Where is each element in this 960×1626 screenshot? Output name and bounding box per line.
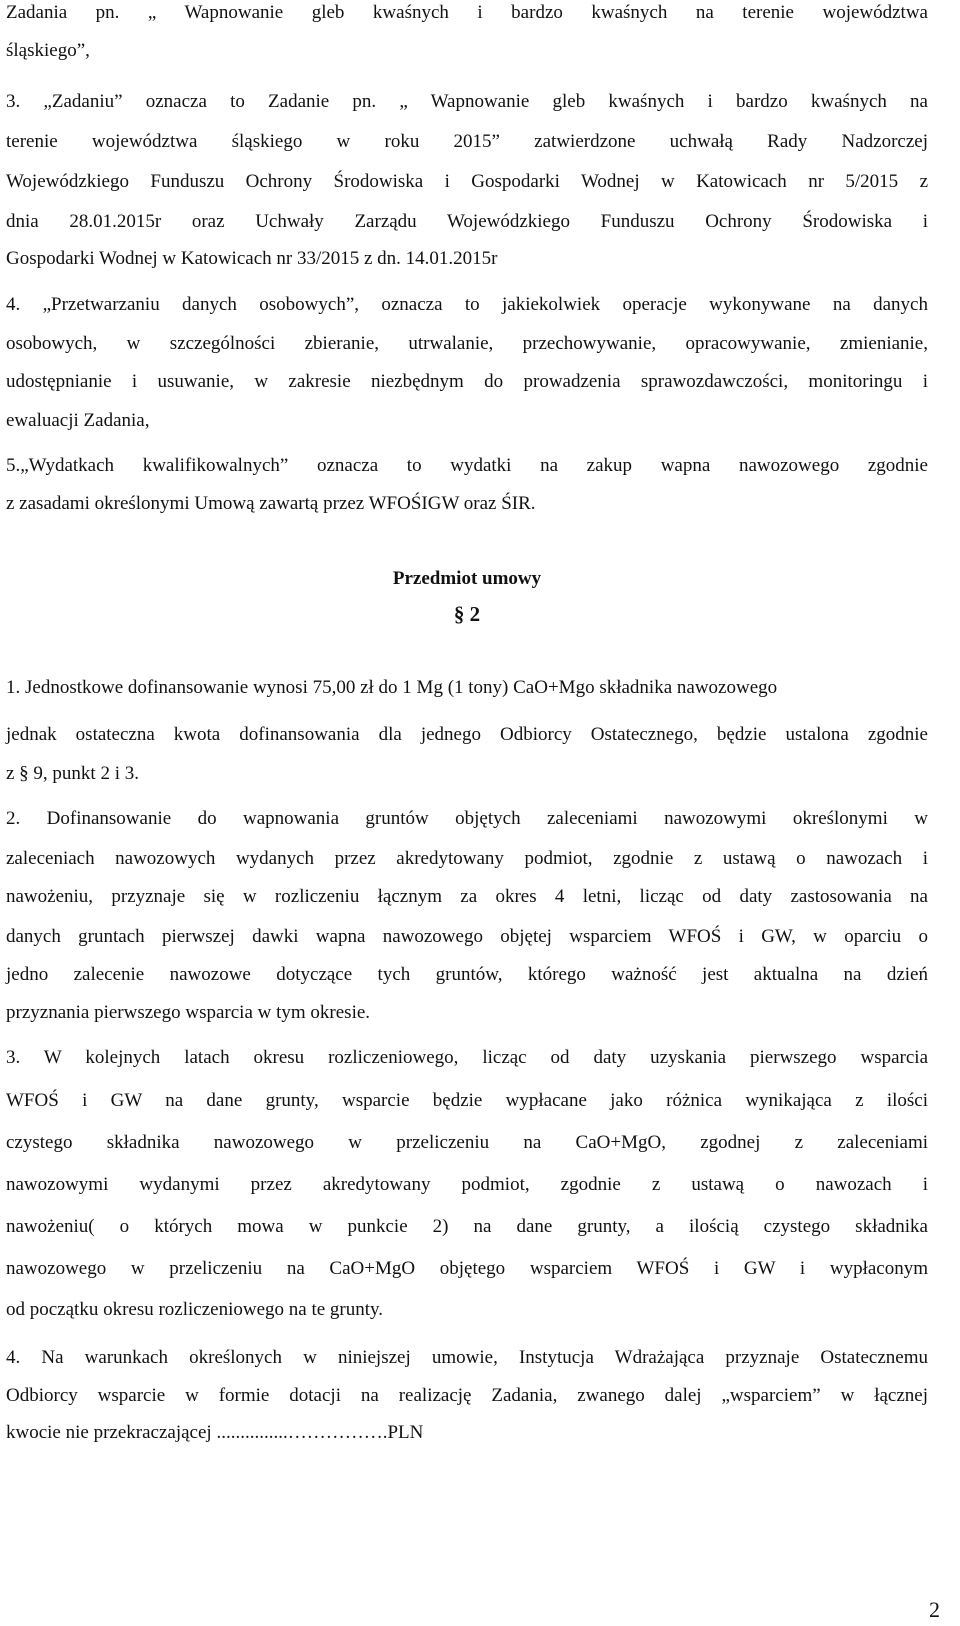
text-line: udostępnianie i usuwanie, w zakresie niezbędnym do prowadzenia sprawozdawczości, monitoringu i bbox=[6, 371, 928, 392]
text-line: WFOŚ i GW na dane grunty, wsparcie będzie wypłacane jako różnica wynikająca z ilości bbox=[6, 1090, 928, 1111]
text-line: danych gruntach pierwszej dawki wapna nawozowego objętej wsparciem WFOŚ i GW, w oparciu o bbox=[6, 926, 928, 947]
text-line: śląskiego”, bbox=[6, 40, 90, 61]
text-line: nawożeniu, przyznaje się w rozliczeniu łącznym za okres 4 letni, licząc od daty zastosowania na bbox=[6, 886, 928, 907]
text-line: 4. Na warunkach określonych w niniejszej umowie, Instytucja Wdrażająca przyznaje Ostatecznemu bbox=[6, 1347, 928, 1368]
text-line: nawozowymi wydanymi przez akredytowany podmiot, zgodnie z ustawą o nawozach i bbox=[6, 1174, 928, 1195]
text-line: nawozowego w przeliczeniu na CaO+MgO objętego wsparciem WFOŚ i GW i wypłaconym bbox=[6, 1258, 928, 1279]
text-line: 3. „Zadaniu” oznacza to Zadanie pn. „ Wapnowanie gleb kwaśnych i bardzo kwaśnych na bbox=[6, 91, 928, 112]
page-number: 2 bbox=[929, 1597, 940, 1622]
text-line: Zadania pn. „ Wapnowanie gleb kwaśnych i bardzo kwaśnych na terenie województwa bbox=[6, 2, 928, 23]
text-line: czystego składnika nawozowego w przeliczeniu na CaO+MgO, zgodnej z zaleceniami bbox=[6, 1132, 928, 1153]
text-line: 3. W kolejnych latach okresu rozliczeniowego, licząc od daty uzyskania pierwszego wsparcia bbox=[6, 1047, 928, 1068]
text-line: Wojewódzkiego Funduszu Ochrony Środowiska i Gospodarki Wodnej w Katowicach nr 5/2015 z bbox=[6, 171, 928, 192]
text-line: terenie województwa śląskiego w roku 2015” zatwierdzone uchwałą Rady Nadzorczej bbox=[6, 131, 928, 152]
text-line: od początku okresu rozliczeniowego na te grunty. bbox=[6, 1299, 384, 1320]
section-heading: Przedmiot umowy bbox=[392, 568, 542, 589]
text-line: kwocie nie przekraczającej ...............…………….PLN bbox=[6, 1422, 424, 1443]
text-line: nawożeniu( o których mowa w punkcie 2) na dane grunty, a ilością czystego składnika bbox=[6, 1216, 928, 1237]
text-line: jedno zalecenie nawozowe dotyczące tych gruntów, którego ważność jest aktualna na dzień bbox=[6, 964, 928, 985]
text-line: Odbiorcy wsparcie w formie dotacji na realizację Zadania, zwanego dalej „wsparciem” w łącznej bbox=[6, 1385, 928, 1406]
text-line: 5.„Wydatkach kwalifikowalnych” oznacza to wydatki na zakup wapna nawozowego zgodnie bbox=[6, 455, 928, 476]
text-line: 2. Dofinansowanie do wapnowania gruntów objętych zaleceniami nawozowymi określonymi w bbox=[6, 808, 928, 829]
text-line: jednak ostateczna kwota dofinansowania dla jednego Odbiorcy Ostatecznego, będzie ustalona zgodnie bbox=[6, 724, 928, 745]
text-line: Gospodarki Wodnej w Katowicach nr 33/2015 z dn. 14.01.2015r bbox=[6, 248, 498, 269]
text-line: przyznania pierwszego wsparcia w tym okresie. bbox=[6, 1002, 371, 1023]
text-line: 4. „Przetwarzaniu danych osobowych”, oznacza to jakiekolwiek operacje wykonywane na danych bbox=[6, 294, 928, 315]
text-line: z zasadami określonymi Umową zawartą przez WFOŚIGW oraz ŚIR. bbox=[6, 493, 536, 514]
text-line: ewaluacji Zadania, bbox=[6, 410, 150, 431]
text-line: dnia 28.01.2015r oraz Uchwały Zarządu Wojewódzkiego Funduszu Ochrony Środowiska i bbox=[6, 211, 928, 232]
text-line: 1. Jednostkowe dofinansowanie wynosi 75,00 zł do 1 Mg (1 tony) CaO+Mgo składnika nawozowego bbox=[6, 677, 778, 698]
text-line: z § 9, punkt 2 i 3. bbox=[6, 763, 139, 784]
text-line: zaleceniach nawozowych wydanych przez akredytowany podmiot, zgodnie z ustawą o nawozach i bbox=[6, 848, 928, 869]
section-number: § 2 bbox=[453, 602, 481, 626]
text-line: osobowych, w szczególności zbieranie, utrwalanie, przechowywanie, opracowywanie, zmienianie, bbox=[6, 333, 928, 354]
